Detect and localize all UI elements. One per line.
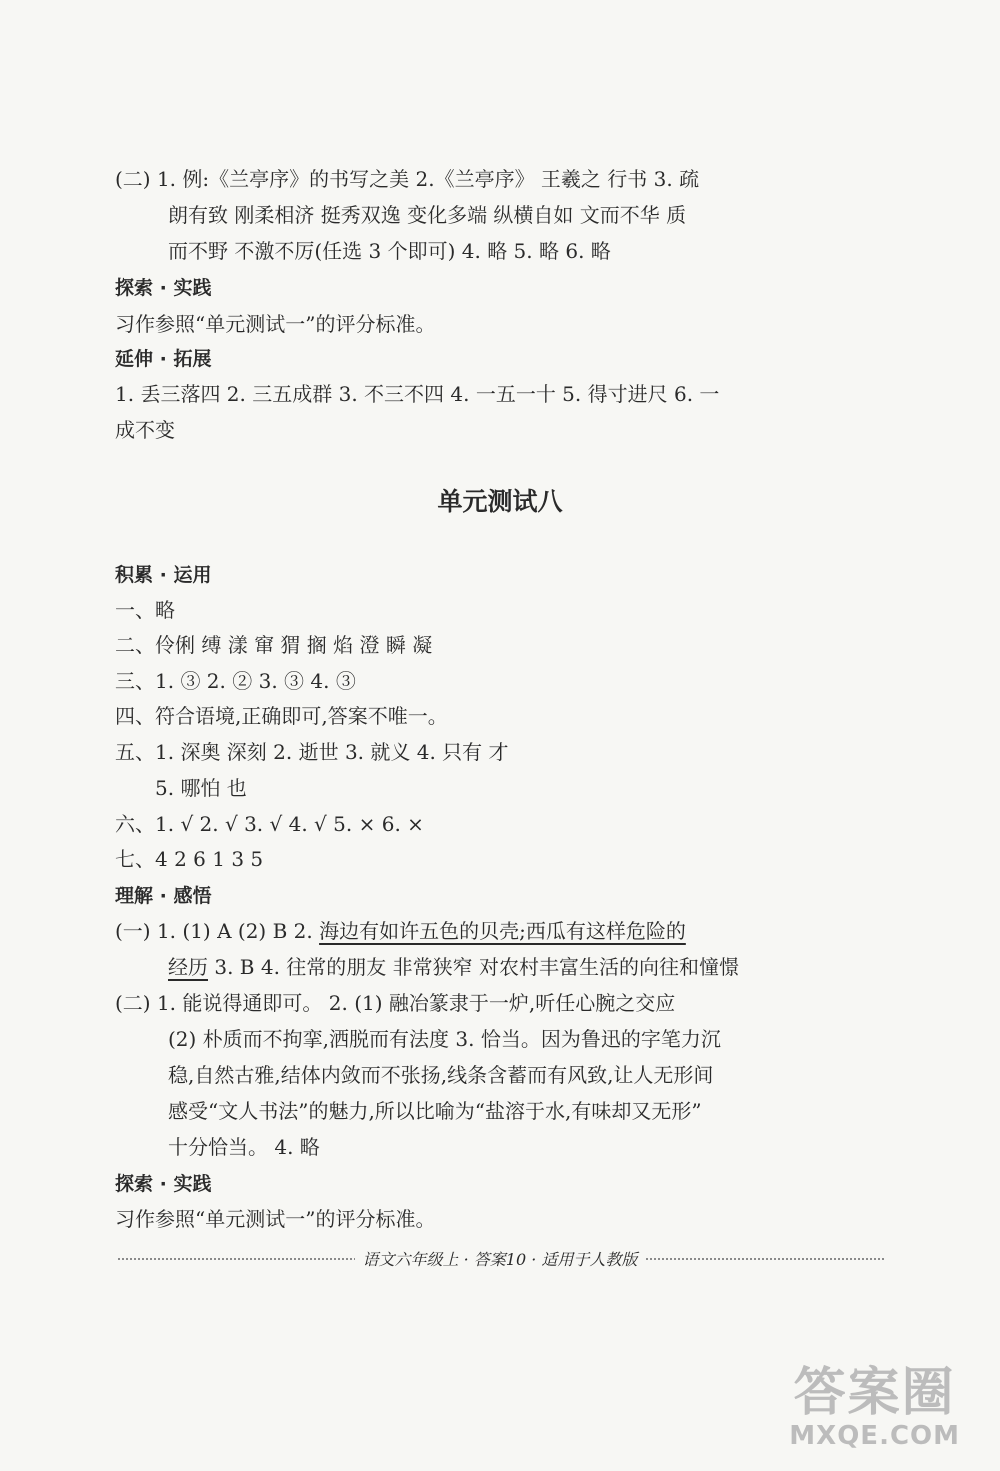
answer-line: 感受“文人书法”的魅力,所以比喻为“盐溶于水,有味却又无形” — [168, 1099, 702, 1123]
answer-line: (2) 朴质而不拘挛,洒脱而有法度 3. 恰当。因为鲁迅的字笔力沉 — [168, 1027, 721, 1051]
answer-line: 而不野 不激不厉(任选 3 个即可) 4. 略 5. 略 6. 略 — [168, 239, 611, 263]
answer-text: (一) 1. (1) A (2) B 2. — [115, 919, 320, 943]
answer-line: 成不变 — [115, 418, 175, 442]
answer-line: 二、伶俐 缚 漾 窜 猬 搁 焰 澄 瞬 凝 — [115, 633, 433, 657]
page-footer — [0, 1247, 1000, 1270]
underlined-answer: 经历 — [168, 955, 208, 979]
section-heading: 积累 · 运用 — [115, 564, 212, 586]
answer-line: 四、符合语境,正确即可,答案不唯一。 — [115, 704, 448, 728]
section-heading: 理解 · 感悟 — [115, 885, 212, 907]
answer-line — [115, 917, 686, 945]
footer-label: 语文六年级上 · 答案10 · 适用于人教版 — [355, 1250, 646, 1269]
answer-line: 三、1. ③ 2. ② 3. ③ 4. ③ — [115, 669, 356, 693]
answer-line: 习作参照“单元测试一”的评分标准。 — [115, 1207, 436, 1231]
section-heading: 探索 · 实践 — [115, 1173, 212, 1195]
answer-line: 1. 丢三落四 2. 三五成群 3. 不三不四 4. 一五一十 5. 得寸进尺 6. 一 — [115, 382, 720, 406]
answer-line: (二) 1. 能说得通即可。 2. (1) 融冶篆隶于一炉,听任心腕之交应 — [115, 991, 676, 1015]
watermark-logo — [789, 1365, 960, 1451]
answer-line: 习作参照“单元测试一”的评分标准。 — [115, 312, 436, 336]
answer-line: 稳,自然古雅,结体内敛而不张扬,线条含蓄而有风致,让人无形间 — [168, 1063, 714, 1087]
underlined-answer: 海边有如许五色的贝壳;西瓜有这样危险的 — [319, 919, 686, 943]
answer-line: 十分恰当。 4. 略 — [168, 1135, 320, 1159]
answer-line: 5. 哪怕 也 — [155, 776, 247, 800]
answer-line: 五、1. 深奥 深刻 2. 逝世 3. 就义 4. 只有 才 — [115, 740, 509, 764]
watermark-url: MXQE.COM — [789, 1421, 960, 1451]
section-heading: 探索 · 实践 — [115, 277, 212, 299]
answer-line: (二) 1. 例:《兰亭序》的书写之美 2.《兰亭序》 王羲之 行书 3. 疏 — [115, 167, 700, 191]
watermark-logo-text: 答案圈 — [793, 1363, 956, 1423]
answer-line: 一、略 — [115, 598, 175, 622]
answer-line — [168, 953, 739, 981]
section-heading: 延伸 · 拓展 — [115, 348, 212, 370]
unit-test-title: 单元测试八 — [437, 487, 563, 516]
answer-line: 朗有致 刚柔相济 挺秀双逸 变化多端 纵横自如 文而不华 质 — [168, 203, 687, 227]
answer-line: 六、1. √ 2. √ 3. √ 4. √ 5. × 6. × — [115, 812, 424, 836]
answer-text: 3. B 4. 往常的朋友 非常狭窄 对农村丰富生活的向往和憧憬 — [208, 955, 740, 979]
answer-line: 七、4 2 6 1 3 5 — [115, 847, 264, 871]
